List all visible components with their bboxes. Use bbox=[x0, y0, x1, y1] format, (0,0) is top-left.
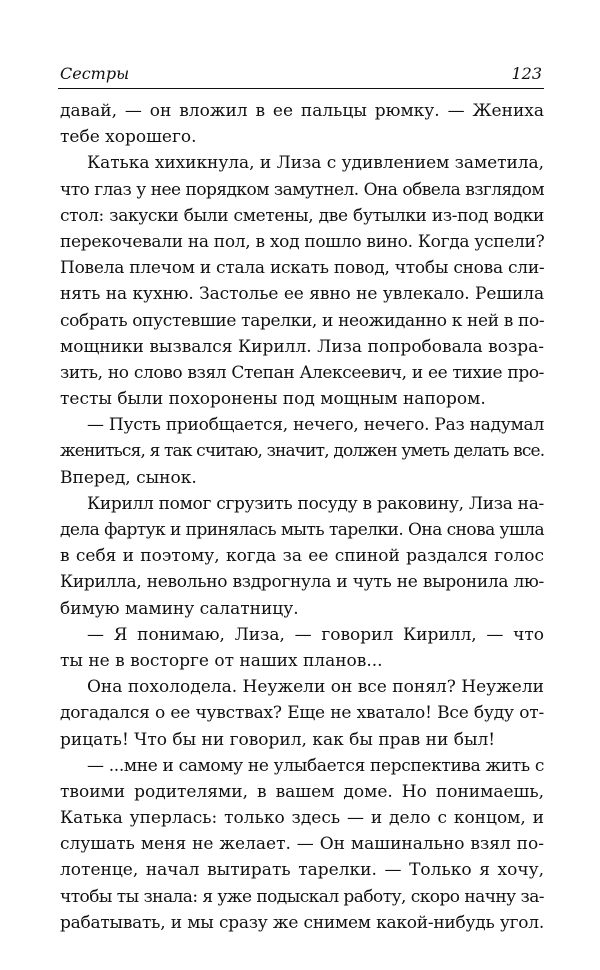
text-line: мощники вызвался Кирилл. Лиза попробовала возра- bbox=[60, 336, 544, 357]
text-line: слушать меня не желает. — Он машинально взял по- bbox=[60, 834, 544, 855]
text-line: — ...мне и самому не улыбается перспектива жить с bbox=[87, 755, 544, 776]
text-line: Катька хихикнула, и Лиза с удивлением заметила, bbox=[87, 153, 544, 174]
text-line: догадался о ее чувствах? Еще не хватало! Все буду от- bbox=[60, 703, 544, 724]
text-line: давай, — он вложил в ее пальцы рюмку. — Жениха bbox=[60, 101, 544, 121]
text-line: тесты были похоронены под мощным напором. bbox=[60, 389, 486, 410]
body-text bbox=[60, 98, 544, 936]
text-line: перекочевали на пол, в ход пошло вино. Когда успели? bbox=[60, 231, 545, 252]
text-line: чтобы ты знала: я уже подыскал работу, скоро начну за- bbox=[60, 886, 544, 907]
text-line: Кирилла, невольно вздрогнула и чуть не выронила лю- bbox=[60, 572, 544, 593]
chapter-title: Сестры bbox=[60, 64, 130, 83]
text-line: что глаз у нее порядком замутнел. Она обвела взглядом bbox=[60, 179, 544, 200]
text-line: Повела плечом и стала искать повод, чтобы снова сли- bbox=[60, 258, 545, 279]
text-line: собрать опустевшие тарелки, и неожиданно к ней в по- bbox=[60, 310, 545, 331]
text-line: рицать! Что бы ни говорил, как бы прав ни был! bbox=[60, 729, 496, 750]
text-line: тебе хорошего. bbox=[60, 127, 197, 148]
text-line: — Я понимаю, Лиза, — говорил Кирилл, — что bbox=[87, 624, 544, 645]
text-line: стол: закуски были сметены, две бутылки из-под водки bbox=[60, 205, 544, 226]
text-line: в себя и поэтому, когда за ее спиной раздался голос bbox=[60, 546, 544, 567]
text-line: ты не в восторге от наших планов... bbox=[60, 650, 383, 671]
text-line: жениться, я так считаю, значит, должен уметь делать все. bbox=[60, 441, 545, 462]
text-line: Она похолодела. Неужели он все понял? Неужели bbox=[87, 677, 544, 698]
text-line: бимую мамину салатницу. bbox=[60, 598, 299, 619]
header-rule bbox=[58, 88, 544, 89]
page-number: 123 bbox=[511, 64, 542, 83]
text-line: Кирилл помог сгрузить посуду в раковину, Лиза на- bbox=[87, 493, 544, 514]
text-line: зить, но слово взял Степан Алексеевич, и ее тихие про- bbox=[60, 362, 544, 383]
text-line: дела фартук и принялась мыть тарелки. Она снова ушла bbox=[60, 520, 545, 540]
text-line: твоими родителями, в вашем доме. Но понимаешь, bbox=[60, 781, 544, 802]
text-line: рабатывать, и мы сразу же снимем какой-нибудь угол. bbox=[60, 912, 544, 933]
text-line: — Пусть приобщается, нечего, нечего. Раз надумал bbox=[87, 415, 544, 436]
text-line: Вперед, сынок. bbox=[60, 467, 197, 488]
running-head bbox=[58, 64, 542, 88]
text-line: Катька уперлась: только здесь — и дело с концом, и bbox=[60, 808, 544, 829]
text-line: нять на кухню. Застолье ее явно не увлекало. Решила bbox=[60, 284, 544, 305]
text-line: лотенце, начал вытирать тарелки. — Только я хочу, bbox=[60, 860, 544, 881]
